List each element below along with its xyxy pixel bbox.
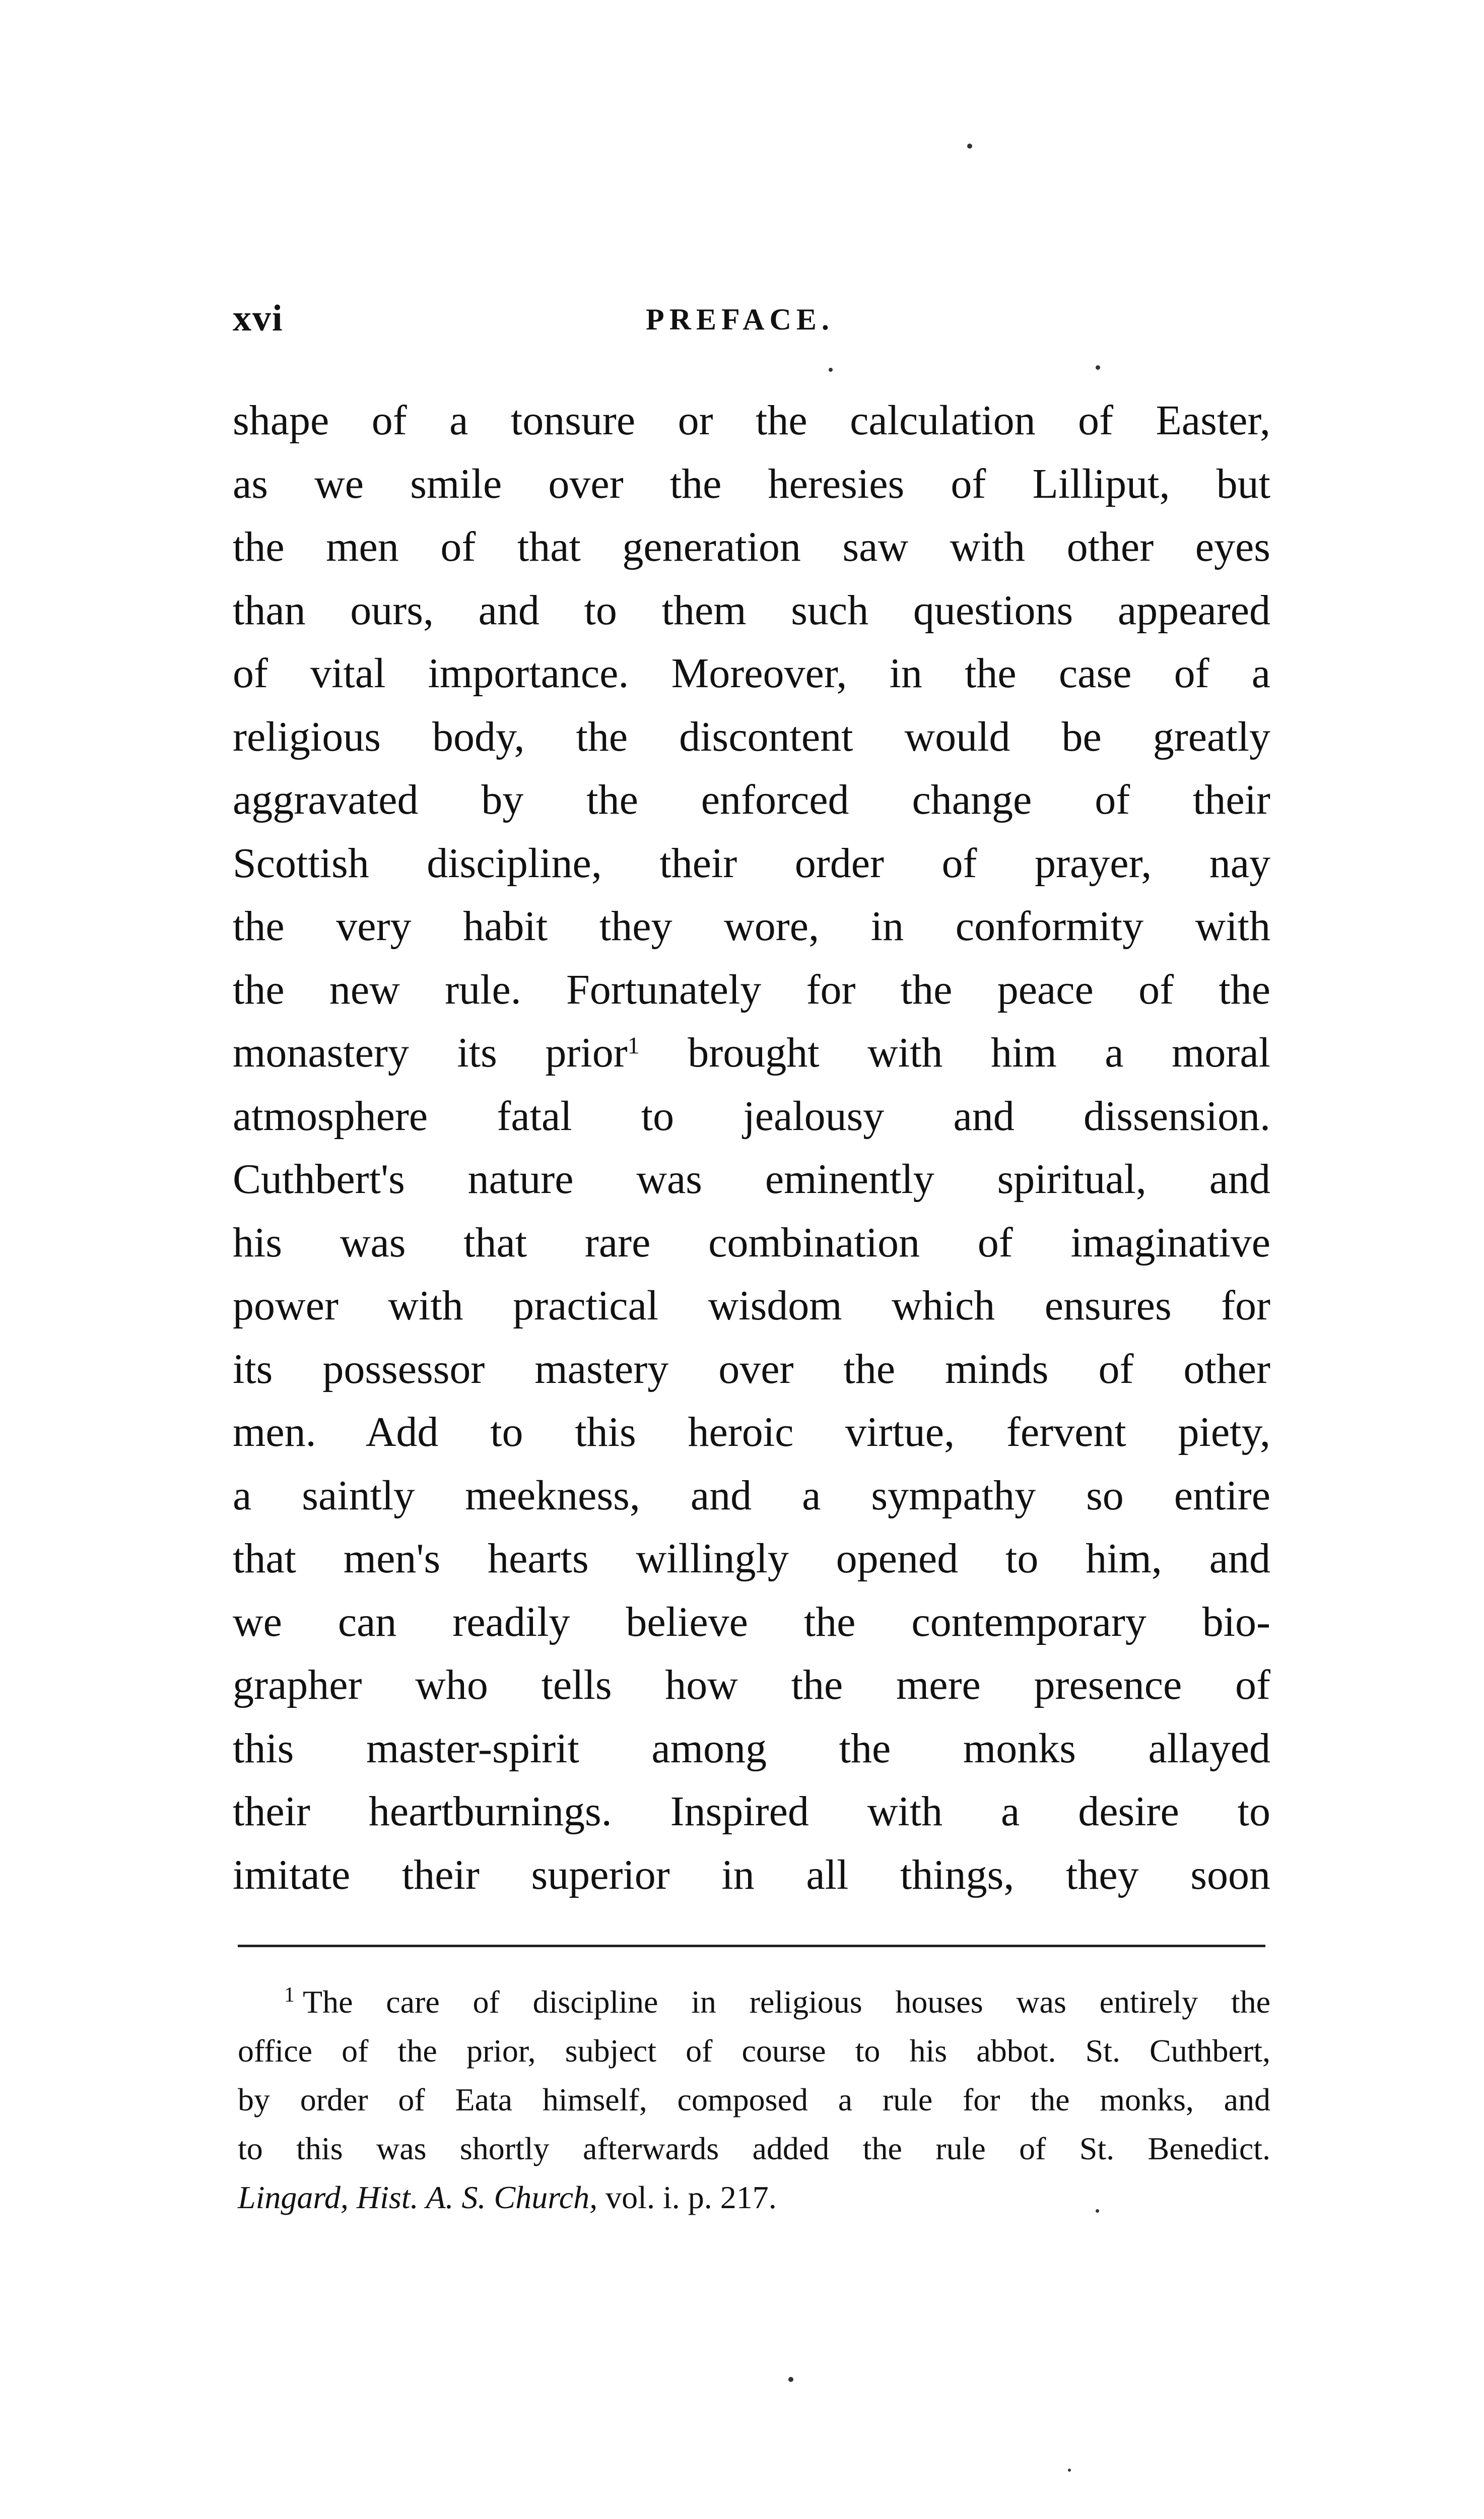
footnote-marker: 1 [284, 1983, 295, 2007]
text-line-with-footnote-ref [233, 1021, 1270, 1085]
footnote-line [238, 1977, 1270, 2026]
footnote [238, 1977, 1270, 2222]
scan-speck [1096, 2209, 1099, 2213]
text-line: men. Add to this heroic virtue, fervent piety, [233, 1409, 1270, 1455]
text-fragment: monastery its prior [233, 1029, 628, 1076]
running-title: PREFACE. [646, 303, 834, 336]
scan-speck [829, 368, 833, 372]
text-line: than ours, and to them such questions appeared [233, 586, 1270, 634]
text-line: grapher who tells how the mere presence of [233, 1662, 1270, 1708]
text-line: Cuthbert's nature was eminently spiritual, and [233, 1156, 1270, 1203]
footnote-citation [238, 2173, 1270, 2222]
text-line: atmosphere fatal to jealousy and dissension. [233, 1092, 1270, 1140]
text-line: of vital importance. Moreover, in the case of a [233, 650, 1270, 697]
scan-speck [788, 2377, 793, 2382]
running-head [233, 297, 1270, 353]
scan-speck [1068, 2469, 1071, 2472]
citation-author: Lingard, [238, 2179, 349, 2215]
text-line: imitate their superior in all things, they soon [233, 1851, 1270, 1898]
text-line: the very habit they wore, in conformity with [233, 903, 1270, 950]
text-line: his was that rare combination of imaginative [233, 1219, 1270, 1266]
footnote-reference: 1 [627, 1032, 640, 1059]
text-line: this master-spirit among the monks allayed [233, 1725, 1270, 1772]
text-line: as we smile over the heresies of Lilliput, but [233, 460, 1270, 507]
text-line: power with practical wisdom which ensures for [233, 1282, 1270, 1329]
text-line: aggravated by the enforced change of their [233, 776, 1270, 823]
text-fragment: brought with him a moral [639, 1029, 1270, 1076]
text-line: a saintly meekness, and a sympathy so entire [233, 1472, 1270, 1519]
footnote-line: to this was shortly afterwards added the rule of St. Benedict. [238, 2131, 1270, 2166]
text-line: their heartburnings. Inspired with a desire to [233, 1788, 1270, 1835]
text-line: Scottish discipline, their order of prayer, nay [233, 839, 1270, 887]
page-number: xvi [233, 298, 284, 339]
footnote-rule [238, 1945, 1265, 1947]
citation-reference: vol. i. p. 217. [597, 2179, 777, 2215]
text-line: shape of a tonsure or the calculation of Easter, [233, 397, 1270, 444]
footnote-line: office of the prior, subject of course to his abbot. St. Cuthbert, [238, 2033, 1270, 2069]
citation-work: Hist. A. S. Church, [356, 2179, 598, 2215]
text-line: that men's hearts willingly opened to him, and [233, 1535, 1270, 1582]
text-line: the new rule. Fortunately for the peace of the [233, 966, 1270, 1013]
scan-speck [967, 144, 972, 149]
body-text [233, 389, 1270, 1906]
text-line: we can readily believe the contemporary bio- [233, 1598, 1270, 1645]
text-line: its possessor mastery over the minds of other [233, 1345, 1270, 1393]
footnote-text: The care of discipline in religious houses was entirely the [303, 1984, 1270, 2020]
footnote-line: by order of Eata himself, composed a rule for the monks, and [238, 2082, 1270, 2117]
text-line: the men of that generation saw with other eyes [233, 523, 1270, 570]
scan-speck [1096, 365, 1100, 370]
text-line: religious body, the discontent would be greatly [233, 713, 1270, 760]
